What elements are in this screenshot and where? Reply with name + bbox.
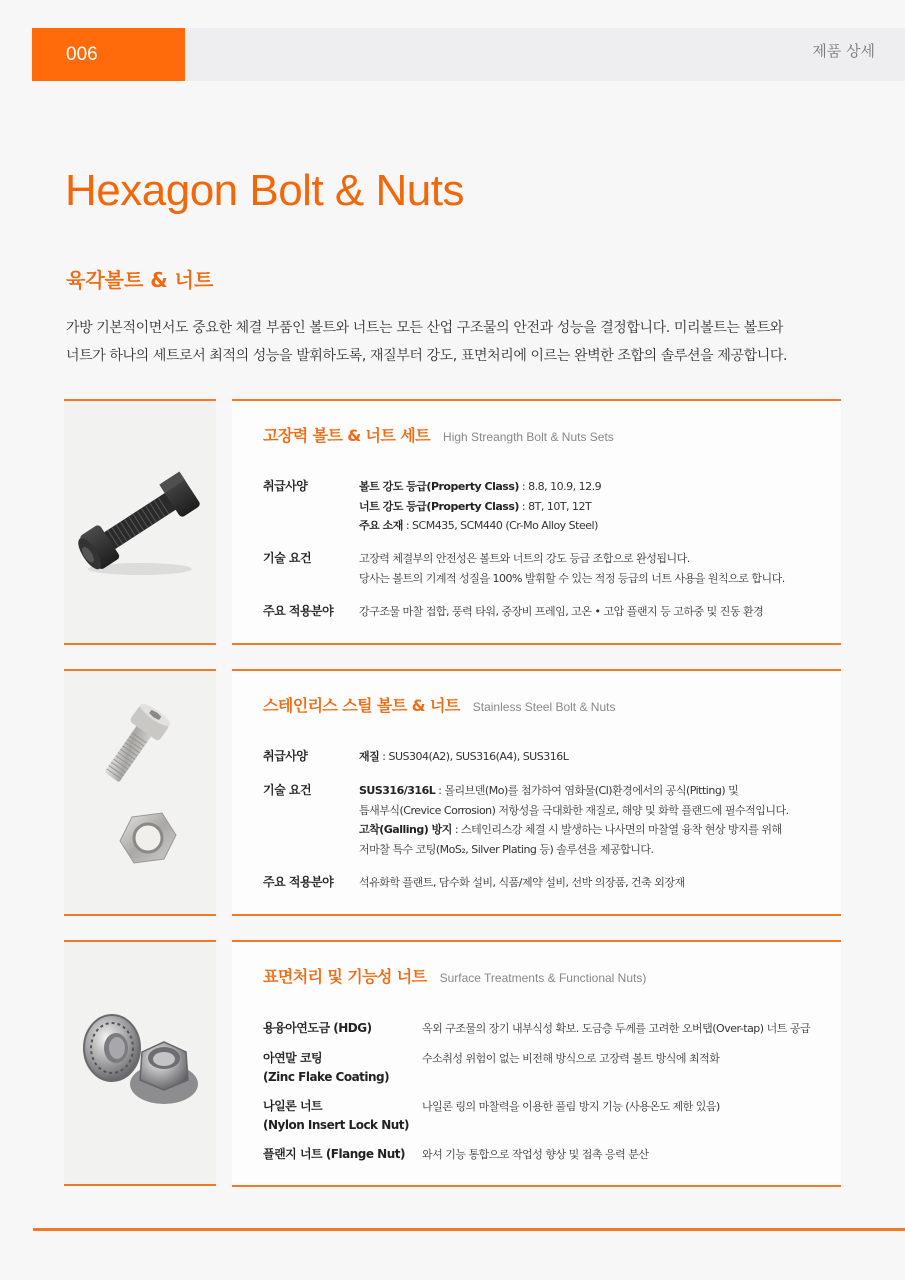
spec-label-line: 나일론 너트 (263, 1099, 323, 1113)
spec-value (359, 602, 763, 622)
serrated-flange-nuts-image (64, 942, 216, 1184)
spec-emphasis: 재질 (359, 750, 380, 763)
spec-text: 와셔 기능 통합으로 작업성 향상 및 접촉 응력 분산 (422, 1148, 649, 1161)
product-info-card (232, 669, 841, 916)
spec-label: 취급사양 (263, 749, 308, 763)
header-bar (32, 28, 905, 81)
spec-value (359, 873, 685, 893)
spec-row-flange-nut (263, 1145, 823, 1165)
spec-value (359, 549, 785, 588)
product-image-panel (64, 940, 216, 1186)
spec-row-handling (263, 747, 823, 767)
spec-label: 취급사양 (263, 479, 308, 493)
spec-value (422, 1049, 719, 1069)
product-info-card (232, 940, 841, 1187)
card-title-en: Stainless Steel Bolt & Nuts (472, 700, 616, 714)
spec-row-nylon-nut (263, 1097, 823, 1137)
product-info-card (232, 399, 841, 645)
section-label: 제품 상세 (812, 42, 875, 60)
spec-emphasis: 볼트 강도 등급(Property Class) (359, 480, 519, 493)
spec-emphasis: 주요 소재 (359, 519, 403, 532)
spec-text: : 8T, 10T, 12T (518, 499, 592, 513)
card-title-en: High Streangth Bolt & Nuts Sets (443, 430, 614, 444)
stainless-socket-bolt-and-hex-nut-image (64, 671, 216, 914)
spec-text: : SUS304(A2), SUS316(A4), SUS316L (379, 750, 569, 763)
spec-label: 기술 요건 (263, 551, 312, 565)
spec-value (359, 477, 601, 536)
product-image-panel (64, 399, 216, 645)
black-stud-bolt-with-hex-nuts-image (64, 401, 216, 643)
spec-row-technical (263, 549, 823, 589)
spec-text: 석유화학 플랜트, 담수화 설비, 식품/제약 설비, 선박 의장품, 건축 외장재 (359, 876, 685, 889)
spec-emphasis: 너트 강도 등급(Property Class) (359, 499, 519, 513)
spec-text: : 스테인리스강 체결 시 발생하는 나사면의 마찰열 융착 현상 방지를 위해 (451, 823, 782, 836)
spec-label-line: (Nylon Insert Lock Nut) (263, 1118, 410, 1132)
intro-line: 너트가 하나의 세트로서 최적의 성능을 발휘하도록, 재질부터 강도, 표면처리에 이르는 완벽한 조합의 솔루션을 제공합니다. (66, 348, 788, 364)
spec-row-hdg (263, 1019, 823, 1039)
product-high-strength (64, 399, 841, 645)
spec-text: 당사는 볼트의 기계적 성질을 100% 발휘할 수 있는 적정 등급의 너트 사용을 원칙으로 합니다. (359, 571, 785, 585)
page-title: Hexagon Bolt & Nuts (65, 166, 464, 215)
spec-row-applications (263, 602, 823, 622)
product-stainless (64, 669, 841, 916)
card-title-ko: 스테인리스 스틸 볼트 & 너트 (263, 696, 460, 715)
spec-label: 기술 요건 (263, 783, 312, 797)
spec-emphasis: SUS316/316L (359, 784, 436, 797)
card-title-ko: 표면처리 및 기능성 너트 (263, 967, 427, 986)
spec-text: 강구조물 마찰 접합, 풍력 타워, 중장비 프레임, 고온 • 고압 플랜지 등 고하중 및 진동 환경 (359, 605, 764, 618)
spec-label (263, 1097, 409, 1135)
product-image-panel (64, 669, 216, 916)
footer-divider (33, 1228, 905, 1231)
intro-paragraph (66, 314, 826, 370)
spec-label: 주요 적용분야 (263, 604, 334, 618)
spec-label: 플랜지 너트 (Flange Nut) (263, 1147, 405, 1161)
spec-value (359, 747, 568, 767)
card-heading (263, 964, 646, 987)
spec-text: : SCM435, SCM440 (Cr-Mo Alloy Steel) (402, 519, 598, 532)
spec-value (422, 1019, 810, 1039)
spec-label-line: (Zinc Flake Coating) (263, 1070, 390, 1084)
page-subtitle: 육각볼트 & 너트 (66, 268, 214, 292)
spec-label-line: 아연말 코팅 (263, 1051, 323, 1065)
spec-row-handling (263, 477, 823, 537)
card-heading (263, 693, 615, 716)
spec-text: 저마찰 특수 코팅(MoS₂, Silver Plating 등) 솔루션을 제공합니다. (359, 842, 654, 856)
page-number: 006 (32, 28, 185, 81)
spec-emphasis: 고착(Galling) 방지 (359, 823, 452, 836)
spec-text: : 8.8, 10.9, 12.9 (518, 480, 602, 493)
spec-text: 옥외 구조물의 장기 내부식성 확보. 도금층 두께를 고려한 오버탭(Over-tap) 너트 공급 (422, 1022, 811, 1035)
spec-row-applications (263, 873, 823, 893)
product-surface-treatment (64, 940, 841, 1187)
card-title-en: Surface Treatments & Functional Nuts) (439, 971, 647, 985)
spec-value (359, 781, 789, 859)
spec-label: 주요 적용분야 (263, 875, 334, 889)
spec-value (422, 1145, 649, 1165)
spec-text: 나일론 링의 마찰력을 이용한 풀림 방지 기능 (사용온도 제한 있음) (422, 1100, 720, 1113)
spec-row-technical (263, 781, 823, 861)
spec-text: : 몰리브덴(Mo)를 첨가하여 염화물(Cl)환경에서의 공식(Pitting) 및 (435, 784, 739, 797)
card-heading (263, 423, 614, 446)
spec-label: 용융아연도금 (HDG) (263, 1021, 372, 1035)
spec-text: 수소취성 위험이 없는 비전해 방식으로 고장력 볼트 방식에 최적화 (422, 1052, 720, 1065)
card-title-ko: 고장력 볼트 & 너트 세트 (263, 426, 430, 445)
spec-text: 틈새부식(Crevice Corrosion) 저항성을 극대화한 재질로, 해양 및 화학 플랜드에 필수적입니다. (359, 803, 789, 817)
spec-row-zinc-flake (263, 1049, 823, 1089)
spec-text: 고장력 체결부의 안전성은 볼트와 너트의 강도 등급 조합으로 완성됩니다. (359, 552, 690, 565)
spec-label (263, 1049, 389, 1087)
intro-line: 가방 기본적이면서도 중요한 체결 부품인 볼트와 너트는 모든 산업 구조물의 안전과 성능을 결정합니다. 미리볼트는 볼트와 (66, 320, 783, 336)
spec-value (422, 1097, 720, 1117)
